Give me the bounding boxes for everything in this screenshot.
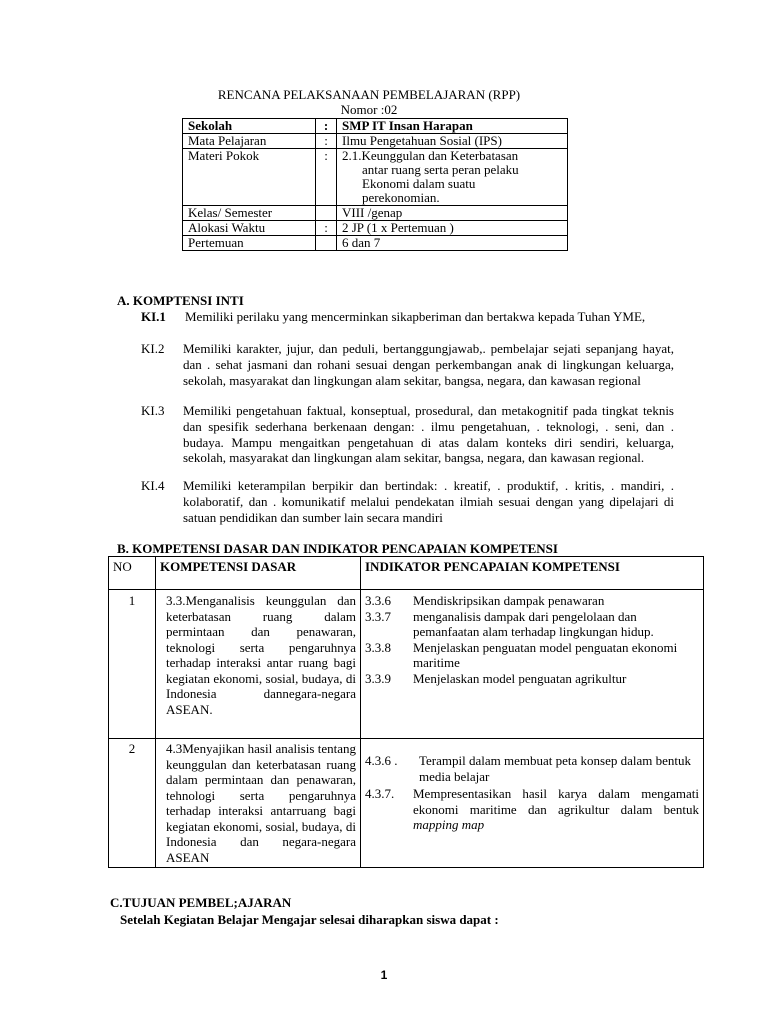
kd-table-header — [109, 557, 704, 590]
info-label: Materi Pokok — [183, 149, 316, 206]
column-header-indikator: INDIKATOR PENCAPAIAN KOMPETENSI — [361, 557, 704, 590]
ki-4-label: KI.4 — [141, 478, 165, 493]
info-value: 2 JP (1 x Pertemuan ) — [337, 221, 568, 236]
kompetensi-dasar-cell — [156, 739, 361, 868]
indicator-text: Mendiskripsikan dampak penawaran — [413, 593, 605, 608]
indicator-item — [365, 753, 699, 784]
indicator-text: menganalisis dampak dari pengelolaan dan pemanfaatan alam terhadap lingkungan hidup. — [413, 608, 654, 639]
indicator-text — [413, 786, 699, 833]
section-b-heading: B. KOMPETENSI DASAR DAN INDIKATOR PENCAPAIAN KOMPETENSI — [117, 541, 558, 556]
section-c-intro: Setelah Kegiatan Belajar Mengajar selesai diharapkan siswa dapat : — [120, 912, 499, 927]
ki-3-text: Memiliki pengetahuan faktual, konseptual, prosedural, dan metakognitif pada tingkat teknis dan spesifik sederhana berkenaan dengan: . ilmu pengetahuan, . teknologi, . seni, dan . budaya. Mampu mengaitkan pengetahuan di atas dalam konteks diri sendiri, keluarga, sekolah, masyarakat dan lingkungan alam sekitar, bangsa, negara, dan kawasan regional. — [183, 403, 674, 466]
ki-1-text: Memiliki perilaku yang mencerminkan sikapberiman dan bertakwa kepada Tuhan YME, — [185, 309, 646, 324]
info-label: Alokasi Waktu — [183, 221, 316, 236]
info-value-line: Ekonomi dalam suatu — [362, 176, 476, 191]
info-table — [182, 118, 568, 251]
document-title: RENCANA PELAKSANAAN PEMBELAJARAN (RPP) — [217, 87, 521, 102]
kompetensi-dasar-cell — [156, 590, 361, 739]
info-separator — [316, 206, 337, 221]
indikator-cell — [361, 590, 704, 739]
document-number: Nomor :02 — [340, 102, 398, 117]
section-a-heading: A. KOMPTENSI INTI — [117, 293, 244, 308]
indicator-number: 4.3.6 . — [365, 753, 398, 768]
info-label: Mata Pelajaran — [183, 134, 316, 149]
indicator-text: Menjelaskan model penguatan agrikultur — [413, 670, 627, 686]
kompetensi-dasar-text: 4.3Menyajikan hasil analisis tentang keunggulan dan keterbatasan ruang dalam permintaan dan penawaran, tehnologi serta pengaruhnya terhadap interaksi antarruang bagi kegiatan ekonomi, sosial, budaya, di Indonesia dan negara-negara ASEAN — [166, 741, 356, 865]
info-row-kelas-semester — [183, 206, 568, 221]
kompetensi-dasar-text: 3.3.Menganalisis keunggulan dan keterbatasan ruang dalam permintaan dan penawaran, teknologi serta pengaruhnya terhadap interaksi antar ruang bagi kegiatan ekonomi, sosial, budaya, di Indonesia dannegara-negara ASEAN. — [166, 593, 356, 717]
section-c-heading: C.TUJUAN PEMBEL;AJARAN — [110, 895, 292, 910]
indicator-text-italic: mapping map — [413, 817, 485, 832]
info-row-materi-pokok — [183, 149, 568, 206]
ki-2-label: KI.2 — [141, 341, 165, 356]
document-header — [0, 87, 738, 117]
page-number: 1 — [380, 968, 388, 982]
info-row-sekolah — [183, 119, 568, 134]
info-row-mata-pelajaran — [183, 134, 568, 149]
info-value: SMP IT Insan Harapan — [337, 119, 568, 134]
kd-table — [108, 556, 704, 868]
info-label: Kelas/ Semester — [183, 206, 316, 221]
indicator-text: Terampil dalam membuat peta konsep dalam bentuk media belajar — [419, 753, 692, 784]
info-value-line: antar ruang serta peran pelaku — [362, 162, 519, 177]
info-separator: : — [316, 149, 337, 206]
ki-3-label: KI.3 — [141, 403, 165, 418]
table-row — [109, 590, 704, 739]
info-value: Ilmu Pengetahuan Sosial (IPS) — [337, 134, 568, 149]
info-separator: : — [316, 221, 337, 236]
info-label: Pertemuan — [183, 236, 316, 251]
indikator-cell — [361, 739, 704, 868]
info-separator: : — [316, 134, 337, 149]
indicator-item — [365, 609, 699, 640]
column-header-kd: KOMPETENSI DASAR — [156, 557, 361, 590]
table-row — [109, 739, 704, 868]
ki-2-text: Memiliki karakter, jujur, dan peduli, bertanggungjawab,. pembelajar sejati sepanjang hayat, dan . sehat jasmani dan rohani sesuai dengan perkembangan anak di lingkungan keluarga, sekolah, masyarakat dan lingkungan alam sekitar, bangsa, negara, dan kawasan regional — [183, 341, 674, 388]
info-separator: : — [316, 119, 337, 134]
ki-1-label: KI.1 — [141, 309, 166, 324]
indicator-item — [365, 640, 699, 671]
ki-4-text: Memiliki keterampilan berpikir dan bertindak: . kreatif, . produktif, . kritis, . mandiri, . kolaboratif, dan . komunikatif melalui pendekatan ilmiah sesuai dengan yang dipelajari di satuan pendidikan dan sumber lain secara mandiri — [183, 478, 674, 525]
info-row-pertemuan — [183, 236, 568, 251]
indicator-item — [365, 786, 699, 833]
indicator-text-main: Mempresentasikan hasil karya dalam mengamati ekonomi maritime dan agrikultur dalam bentuk — [413, 786, 699, 817]
info-value: 6 dan 7 — [337, 236, 568, 251]
info-value-line: 2.1.Keunggulan dan Keterbatasan — [342, 148, 519, 163]
indicator-number: 3.3.8 — [365, 639, 391, 655]
indicator-item — [365, 671, 699, 737]
indicator-number: 4.3.7. — [365, 786, 395, 801]
indicator-number: 3.3.7 — [365, 608, 391, 624]
row-number: 2 — [109, 739, 156, 868]
indicator-number: 3.3.9 — [365, 670, 391, 686]
column-header-no: NO — [109, 557, 156, 590]
info-separator — [316, 236, 337, 251]
indicator-item — [365, 593, 699, 609]
info-label: Sekolah — [183, 119, 316, 134]
info-value — [337, 149, 568, 206]
info-value: VIII /genap — [337, 206, 568, 221]
indicator-text: Menjelaskan penguatan model penguatan ekonomi maritime — [413, 639, 678, 670]
indicator-number: 3.3.6 — [365, 593, 391, 608]
row-number: 1 — [109, 590, 156, 739]
info-value-line: perekonomian. — [362, 190, 440, 205]
info-row-alokasi-waktu — [183, 221, 568, 236]
